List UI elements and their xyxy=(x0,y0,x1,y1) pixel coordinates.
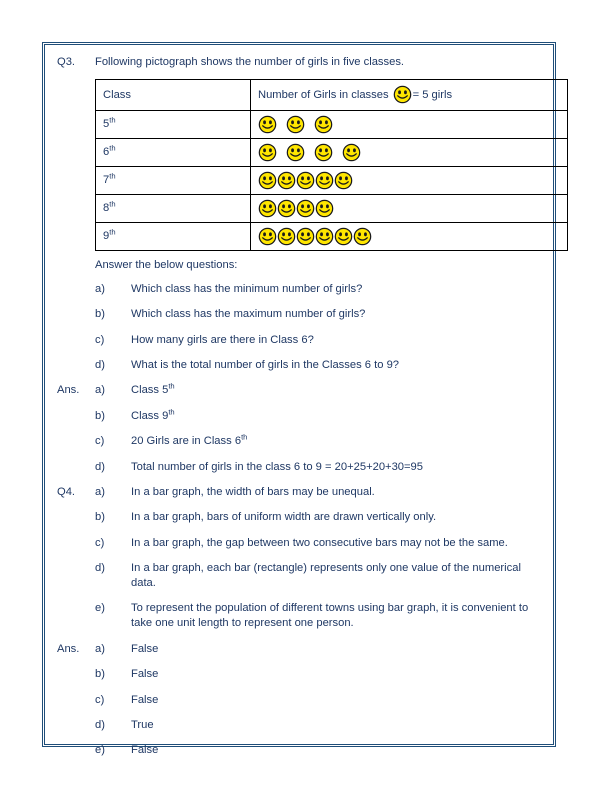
smiley-icon xyxy=(296,227,315,246)
smiley-group xyxy=(258,227,560,246)
q4-label: Q4. xyxy=(57,486,76,499)
item-text: False xyxy=(131,668,159,681)
smiley-group xyxy=(258,199,560,218)
item-text: Class 9th xyxy=(131,407,175,422)
class-name: 5th xyxy=(103,115,116,131)
q4-answer-label: Ans. xyxy=(57,642,80,655)
q4-statement-row xyxy=(57,601,539,631)
item-text: In a bar graph, the gap between two consecutive bars may not be the same. xyxy=(131,536,508,549)
q3-prompt-row xyxy=(57,55,539,70)
smiley-count-cell xyxy=(251,194,568,222)
smiley-icon xyxy=(258,199,277,218)
item-alpha-label: a) xyxy=(95,486,105,499)
item-alpha-label: e) xyxy=(95,744,105,757)
smiley-icon xyxy=(258,115,277,134)
smiley-icon xyxy=(342,143,361,162)
item-alpha-label: c) xyxy=(95,536,105,549)
smiley-icon xyxy=(277,199,296,218)
smiley-count-cell xyxy=(251,138,568,166)
q3-answer-label: Ans. xyxy=(57,384,80,397)
smiley-icon xyxy=(334,227,353,246)
page-frame xyxy=(42,42,556,757)
item-alpha-label: c) xyxy=(95,333,105,346)
class-cell xyxy=(96,138,251,166)
smiley-icon xyxy=(314,115,333,134)
header-class-label: Class xyxy=(103,88,131,101)
item-alpha-label: b) xyxy=(95,668,105,681)
smiley-icon xyxy=(286,143,305,162)
smiley-icon xyxy=(315,227,334,246)
item-text: What is the total number of girls in the Classes 6 to 9? xyxy=(131,359,400,372)
item-alpha-label: a) xyxy=(95,282,105,295)
q3-question-row xyxy=(57,358,539,373)
q3-answer-row xyxy=(57,434,539,449)
class-cell xyxy=(96,222,251,250)
item-alpha-label: d) xyxy=(95,562,105,575)
table-header-row xyxy=(96,79,568,110)
smiley-icon xyxy=(296,199,315,218)
smiley-group xyxy=(258,143,560,162)
answer-instruction: Answer the below questions: xyxy=(95,258,238,271)
pictograph-table-body xyxy=(96,79,568,250)
item-alpha-label: a) xyxy=(95,384,105,397)
q4-statement-row xyxy=(57,536,539,551)
smiley-group xyxy=(258,115,560,134)
class-cell xyxy=(96,110,251,138)
q4-statement-row xyxy=(57,510,539,525)
smiley-icon xyxy=(334,171,353,190)
header-count-wrap xyxy=(258,85,560,104)
class-name: 7th xyxy=(103,171,116,187)
item-text: Which class has the minimum number of girls? xyxy=(131,282,363,295)
smiley-icon xyxy=(314,143,333,162)
smiley-icon xyxy=(277,171,296,190)
item-text: False xyxy=(131,693,159,706)
q3-answer-row xyxy=(57,383,539,398)
item-alpha-label: a) xyxy=(95,642,105,655)
item-alpha-label: d) xyxy=(95,359,105,372)
q3-question-row xyxy=(57,282,539,297)
item-text: True xyxy=(131,718,154,731)
pictograph-table xyxy=(95,79,568,251)
table-row xyxy=(96,138,568,166)
header-count-suffix: = 5 girls xyxy=(412,88,453,101)
table-row xyxy=(96,194,568,222)
smiley-icon xyxy=(258,227,277,246)
q4-answer-row xyxy=(57,693,539,708)
smiley-group xyxy=(258,171,560,190)
smiley-icon xyxy=(315,199,334,218)
table-row xyxy=(96,222,568,250)
table-row xyxy=(96,166,568,194)
item-text: False xyxy=(131,642,159,655)
item-text: To represent the population of different towns using bar graph, it is convenient to take one unit length to represent one person. xyxy=(131,602,529,630)
item-alpha-label: e) xyxy=(95,602,105,615)
smiley-icon xyxy=(277,227,296,246)
smiley-count-cell xyxy=(251,222,568,250)
q3-question-row xyxy=(57,333,539,348)
item-alpha-label: d) xyxy=(95,460,105,473)
q4-answer-list xyxy=(57,642,539,758)
q3-question-row xyxy=(57,307,539,322)
smiley-icon xyxy=(258,143,277,162)
table-row xyxy=(96,110,568,138)
smiley-icon xyxy=(353,227,372,246)
smiley-count-cell xyxy=(251,166,568,194)
q4-statement-row xyxy=(57,485,539,500)
item-text: Class 5th xyxy=(131,381,175,397)
class-name: 8th xyxy=(103,199,116,215)
item-alpha-label: c) xyxy=(95,435,105,448)
smiley-count-cell xyxy=(251,110,568,138)
item-text: In a bar graph, each bar (rectangle) represents only one value of the numerical data. xyxy=(131,562,521,590)
header-count-cell xyxy=(251,79,568,110)
q3-label: Q3. xyxy=(57,56,76,68)
q3-answer-row xyxy=(57,460,539,475)
item-text: Which class has the maximum number of girls? xyxy=(131,308,366,321)
q4-answer-row xyxy=(57,642,539,657)
class-cell xyxy=(96,166,251,194)
item-text: False xyxy=(131,744,159,757)
page-content xyxy=(45,45,553,757)
q3-prompt-text: Following pictograph shows the number of girls in five classes. xyxy=(95,56,405,68)
item-text: How many girls are there in Class 6? xyxy=(131,333,314,346)
class-cell xyxy=(96,194,251,222)
q4-answer-row xyxy=(57,667,539,682)
q4-answer-row xyxy=(57,718,539,733)
smiley-icon xyxy=(393,85,412,104)
header-class-cell xyxy=(96,79,251,110)
smiley-icon xyxy=(258,171,277,190)
header-count-prefix: Number of Girls in classes xyxy=(258,88,389,101)
item-alpha-label: c) xyxy=(95,693,105,706)
q4-statement-row xyxy=(57,561,539,591)
item-text: In a bar graph, bars of uniform width are drawn vertically only. xyxy=(131,511,437,524)
item-alpha-label: b) xyxy=(95,308,105,321)
q3-question-list xyxy=(57,282,539,373)
item-text: 20 Girls are in Class 6th xyxy=(131,432,248,448)
smiley-icon xyxy=(286,115,305,134)
class-name: 9th xyxy=(103,227,116,243)
item-alpha-label: b) xyxy=(95,511,105,524)
item-text: In a bar graph, the width of bars may be unequal. xyxy=(131,486,375,499)
q4-statement-list xyxy=(57,485,539,631)
q4-answer-row xyxy=(57,743,539,758)
q3-answer-list xyxy=(57,383,539,474)
class-name: 6th xyxy=(103,143,116,159)
smiley-icon xyxy=(315,171,334,190)
item-text: Total number of girls in the class 6 to 9 = 20+25+20+30=95 xyxy=(131,460,424,473)
item-alpha-label: d) xyxy=(95,718,105,731)
smiley-icon xyxy=(296,171,315,190)
q3-answer-row xyxy=(57,409,539,424)
item-alpha-label: b) xyxy=(95,409,105,422)
